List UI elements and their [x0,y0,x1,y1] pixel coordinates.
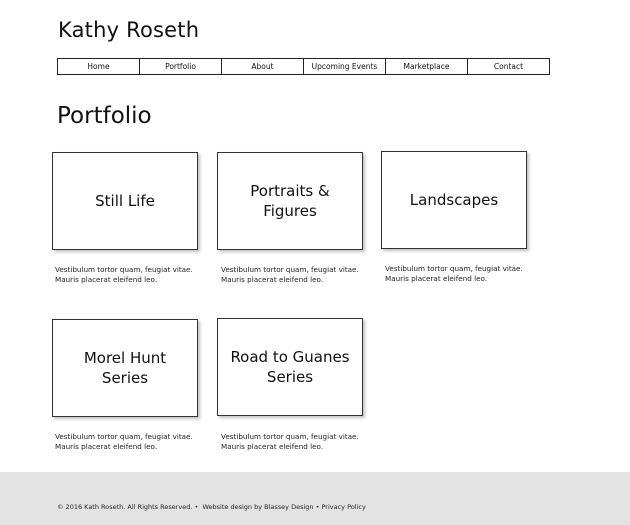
nav-item-contact[interactable]: Contact [493,62,524,71]
card-title: Road to Guanes Series [230,348,350,386]
footer-text [57,503,366,511]
card-title: Still Life [95,192,155,210]
card-description: Vestibulum tortor quam, feugiat vitae. Mauris placerat eleifend leo. [221,432,359,451]
footer-copyright: © 2016 Kath Roseth. All Rights Reserved. [57,503,193,511]
page-title: Portfolio [57,103,152,129]
nav-item-portfolio[interactable]: Portfolio [140,59,222,74]
footer-separator: • [192,503,203,511]
nav-item-marketplace[interactable]: Marketplace [386,59,468,74]
main-nav [57,58,550,75]
footer [0,472,630,525]
card-title: Morel Hunt Series [83,349,167,387]
footer-design-credit-link[interactable]: Website design by Blassey Design [202,503,314,511]
card-title: Portraits & Figures [250,182,330,220]
portfolio-card-still-life[interactable] [52,152,198,250]
footer-privacy-link[interactable]: Privacy Policy [321,503,366,511]
card-description: Vestibulum tortor quam, feugiat vitae. Mauris placerat eleifend leo. [55,432,193,451]
portfolio-card-road-to-guanes-series[interactable] [217,318,363,416]
portfolio-card-portraits-figures[interactable] [217,152,363,250]
portfolio-card-landscapes[interactable] [381,151,527,249]
card-description: Vestibulum tortor quam, feugiat vitae. Mauris placerat eleifend leo. [221,265,359,284]
nav-item-upcoming-events[interactable]: Upcoming Events [304,59,386,74]
card-description: Vestibulum tortor quam, feugiat vitae. Mauris placerat eleifend leo. [385,264,523,283]
nav-item-home[interactable]: Home [58,59,140,74]
card-title: Landscapes [409,191,499,209]
site-name: Kathy Roseth [58,18,200,42]
nav-item-about[interactable]: About [222,59,304,74]
portfolio-card-morel-hunt-series[interactable] [52,319,198,417]
card-description: Vestibulum tortor quam, feugiat vitae. Mauris placerat eleifend leo. [55,265,193,284]
footer-separator: • [313,503,322,511]
